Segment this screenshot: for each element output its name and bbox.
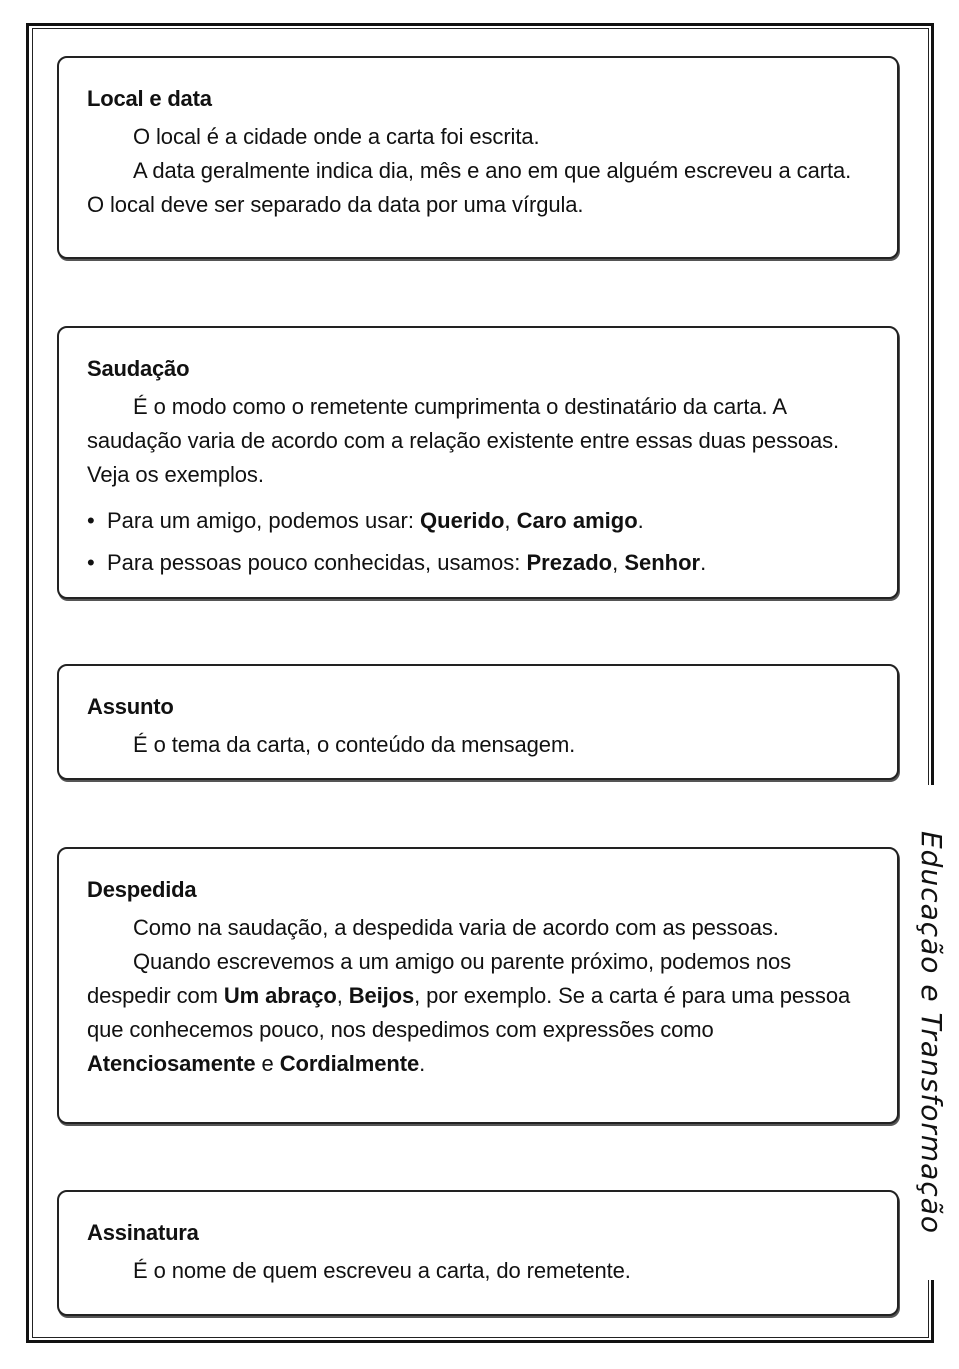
example-term: Caro amigo bbox=[516, 508, 638, 533]
list-item-text: . bbox=[700, 550, 707, 575]
list-item-text: , bbox=[504, 508, 517, 533]
example-term: Prezado bbox=[526, 550, 613, 575]
card-title: Local e data bbox=[87, 86, 212, 111]
list-item bbox=[87, 500, 871, 542]
example-term: Um abraço bbox=[223, 983, 337, 1008]
card-assinatura bbox=[57, 1190, 899, 1316]
list-item-text: Para pessoas pouco conhecidas, usamos: bbox=[107, 550, 527, 575]
bullet-icon: • bbox=[87, 550, 95, 575]
card-saudacao bbox=[57, 326, 899, 599]
card-title: Despedida bbox=[87, 877, 197, 902]
bullet-icon: • bbox=[87, 508, 95, 533]
watermark bbox=[908, 785, 956, 1280]
card-paragraph: É o tema da carta, o conteúdo da mensagem. bbox=[133, 732, 576, 757]
paragraph-text: . bbox=[419, 1051, 426, 1076]
example-term: Cordialmente bbox=[279, 1051, 420, 1076]
example-term: Atenciosamente bbox=[87, 1051, 256, 1076]
card-paragraph: É o modo como o remetente cumprimenta o destinatário da carta. A saudação varia de acordo com a relação existente entre essas duas pessoas. Veja os exemplos. bbox=[87, 394, 840, 487]
card-title: Saudação bbox=[87, 356, 190, 381]
list-item-text: Para um amigo, podemos usar: bbox=[107, 508, 421, 533]
example-term: Querido bbox=[420, 508, 505, 533]
card-title: Assinatura bbox=[87, 1220, 199, 1245]
card-assunto bbox=[57, 664, 899, 780]
paragraph-text: , bbox=[336, 983, 349, 1008]
list-item-text: . bbox=[637, 508, 644, 533]
example-term: Beijos bbox=[348, 983, 415, 1008]
card-paragraph bbox=[87, 945, 871, 1081]
card-paragraph: Como na saudação, a despedida varia de acordo com as pessoas. bbox=[133, 915, 779, 940]
example-list bbox=[87, 500, 871, 584]
card-paragraph: É o nome de quem escreveu a carta, do remetente. bbox=[133, 1258, 631, 1283]
paragraph-text: Quando escrevemos a um amigo ou parente próximo, podemos nos despedir com bbox=[87, 949, 792, 1008]
paragraph-text: , por exemplo. Se a carta é para uma pessoa que conhecemos pouco, nos despedimos com expressões como bbox=[87, 983, 851, 1042]
card-despedida bbox=[57, 847, 899, 1124]
card-title: Assunto bbox=[87, 694, 174, 719]
list-item-text: , bbox=[612, 550, 625, 575]
watermark-text: Educação e Transformação bbox=[915, 830, 949, 1235]
card-paragraph: O local é a cidade onde a carta foi escrita. bbox=[133, 124, 540, 149]
card-paragraph: A data geralmente indica dia, mês e ano em que alguém escreveu a carta. O local deve ser separado da data por uma vírgula. bbox=[87, 158, 852, 217]
example-term: Senhor bbox=[624, 550, 701, 575]
card-local-e-data bbox=[57, 56, 899, 259]
list-item bbox=[87, 542, 871, 584]
paragraph-text: e bbox=[255, 1051, 280, 1076]
